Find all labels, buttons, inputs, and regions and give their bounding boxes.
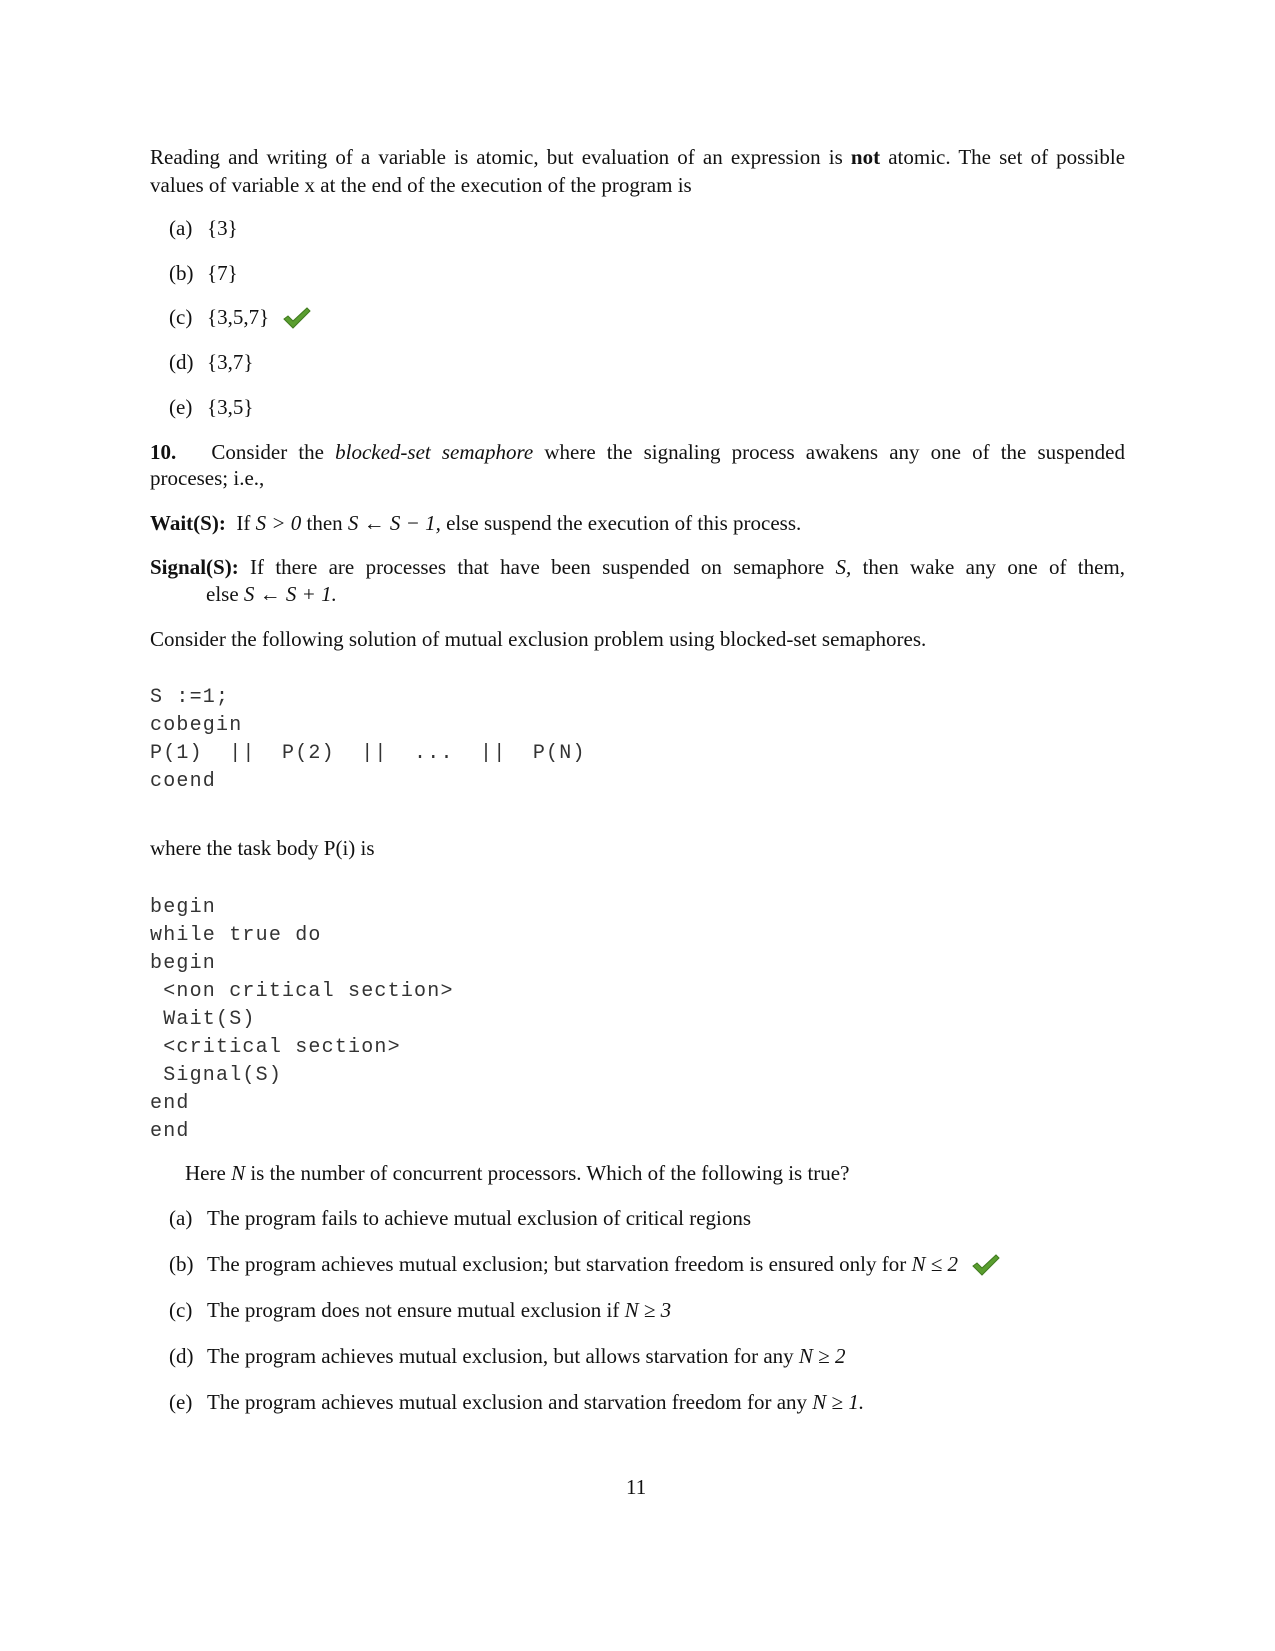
q10-option-text: The program does not ensure mutual exclusion if: [207, 1298, 620, 1322]
q10-option-math: N ≥ 2: [798, 1344, 846, 1368]
q10-option-label: (e): [169, 1390, 193, 1414]
question-text: is the number of concurrent processors. Which of the following is true?: [250, 1161, 850, 1185]
code-line: begin: [150, 896, 217, 919]
code-line: Signal(S): [150, 1064, 283, 1087]
q9-option-text: {3,7}: [207, 350, 254, 374]
code-line: cobegin: [150, 714, 243, 737]
q10-option-b: [169, 1250, 1001, 1284]
signal-math: S,: [835, 555, 852, 579]
q9-option-label: (a): [169, 216, 193, 240]
q10-option-c: [169, 1296, 671, 1324]
q9-option-text: {3,5,7}: [207, 305, 270, 329]
q10-option-text: The program achieves mutual exclusion, but allows starvation for any: [207, 1344, 794, 1368]
q9-option-e: [169, 393, 253, 421]
signal-math: S ← S + 1.: [243, 582, 337, 606]
q10-option-label: (b): [169, 1252, 194, 1276]
wait-text: then: [306, 511, 343, 535]
q9-option-c: [169, 303, 312, 337]
q10-option-d: [169, 1342, 845, 1370]
signal-label: Signal(S):: [150, 555, 239, 579]
code-line: begin: [150, 952, 217, 975]
code-line: <non critical section>: [150, 980, 454, 1003]
signal-definition-line1: [150, 553, 1125, 581]
q9-intro-bold: not: [850, 145, 881, 169]
wait-label: Wait(S):: [150, 511, 226, 535]
q9-option-label: (b): [169, 261, 194, 285]
code-line: P(1) || P(2) || ... || P(N): [150, 742, 586, 765]
q10-intro-italic: blocked-set semaphore: [335, 440, 534, 464]
q9-intro-text-b: atomic. The set of possible: [888, 145, 1126, 169]
q9-option-label: (d): [169, 350, 194, 374]
q9-option-text: {7}: [207, 261, 238, 285]
wait-text: If: [236, 511, 251, 535]
q10-option-math: N ≤ 2: [911, 1252, 959, 1276]
q10-option-label: (d): [169, 1344, 194, 1368]
signal-text: else: [206, 582, 239, 606]
q10-intro-line1: [150, 438, 1125, 466]
task-intro: where the task body P(i) is: [150, 836, 375, 860]
wait-math: S ← S − 1,: [347, 511, 441, 535]
q10-number: 10.: [150, 440, 177, 464]
code-line: <critical section>: [150, 1036, 401, 1059]
signal-definition-line2: [206, 580, 337, 608]
wait-math: S > 0: [255, 511, 302, 535]
q9-option-label: (c): [169, 305, 193, 329]
solution-intro: Consider the following solution of mutual exclusion problem using blocked-set semaphores.: [150, 627, 927, 651]
signal-text: If there are processes that have been suspended on semaphore: [250, 555, 825, 579]
checkmark-icon: [282, 306, 312, 337]
code-line: S :=1;: [150, 686, 230, 709]
q9-intro-line1: [150, 143, 1125, 171]
code-line: Wait(S): [150, 1008, 256, 1031]
code-line: coend: [150, 770, 217, 793]
q10-question: [185, 1159, 849, 1187]
q9-option-a: [169, 214, 238, 242]
wait-definition: [150, 509, 801, 537]
q10-intro-line2: proceses; i.e.,: [150, 466, 265, 490]
wait-text: else suspend the execution of this process.: [446, 511, 802, 535]
q10-option-text: The program achieves mutual exclusion and starvation freedom for any: [207, 1390, 808, 1414]
q10-option-text: The program achieves mutual exclusion; but starvation freedom is ensured only for: [207, 1252, 907, 1276]
q9-option-label: (e): [169, 395, 193, 419]
q10-intro-text-a: Consider the: [211, 440, 324, 464]
q9-option-d: [169, 348, 253, 376]
q9-option-b: [169, 259, 238, 287]
question-text: Here: [185, 1161, 226, 1185]
code-line: while true do: [150, 924, 322, 947]
code-line: end: [150, 1092, 190, 1115]
q10-option-math: N ≥ 3: [624, 1298, 672, 1322]
q10-option-text: The program fails to achieve mutual exclusion of critical regions: [207, 1206, 752, 1230]
signal-text: then wake any one of them,: [862, 555, 1126, 579]
checkmark-icon: [971, 1253, 1001, 1284]
code-line: end: [150, 1120, 190, 1143]
q9-option-text: {3,5}: [207, 395, 254, 419]
q10-option-math: N ≥ 1.: [812, 1390, 865, 1414]
q10-option-label: (a): [169, 1206, 193, 1230]
q10-intro-text-b: where the signaling process awakens any one of the suspended: [544, 440, 1125, 464]
q10-option-e: [169, 1388, 864, 1416]
q10-option-a: [169, 1204, 751, 1232]
q10-option-label: (c): [169, 1298, 193, 1322]
q9-intro-text-a: Reading and writing of a variable is atomic, but evaluation of an expression is: [150, 145, 843, 169]
q9-option-text: {3}: [207, 216, 238, 240]
page-number: 11: [626, 1475, 647, 1499]
question-math: N: [231, 1161, 246, 1185]
q9-intro-line2: values of variable x at the end of the execution of the program is: [150, 173, 692, 197]
